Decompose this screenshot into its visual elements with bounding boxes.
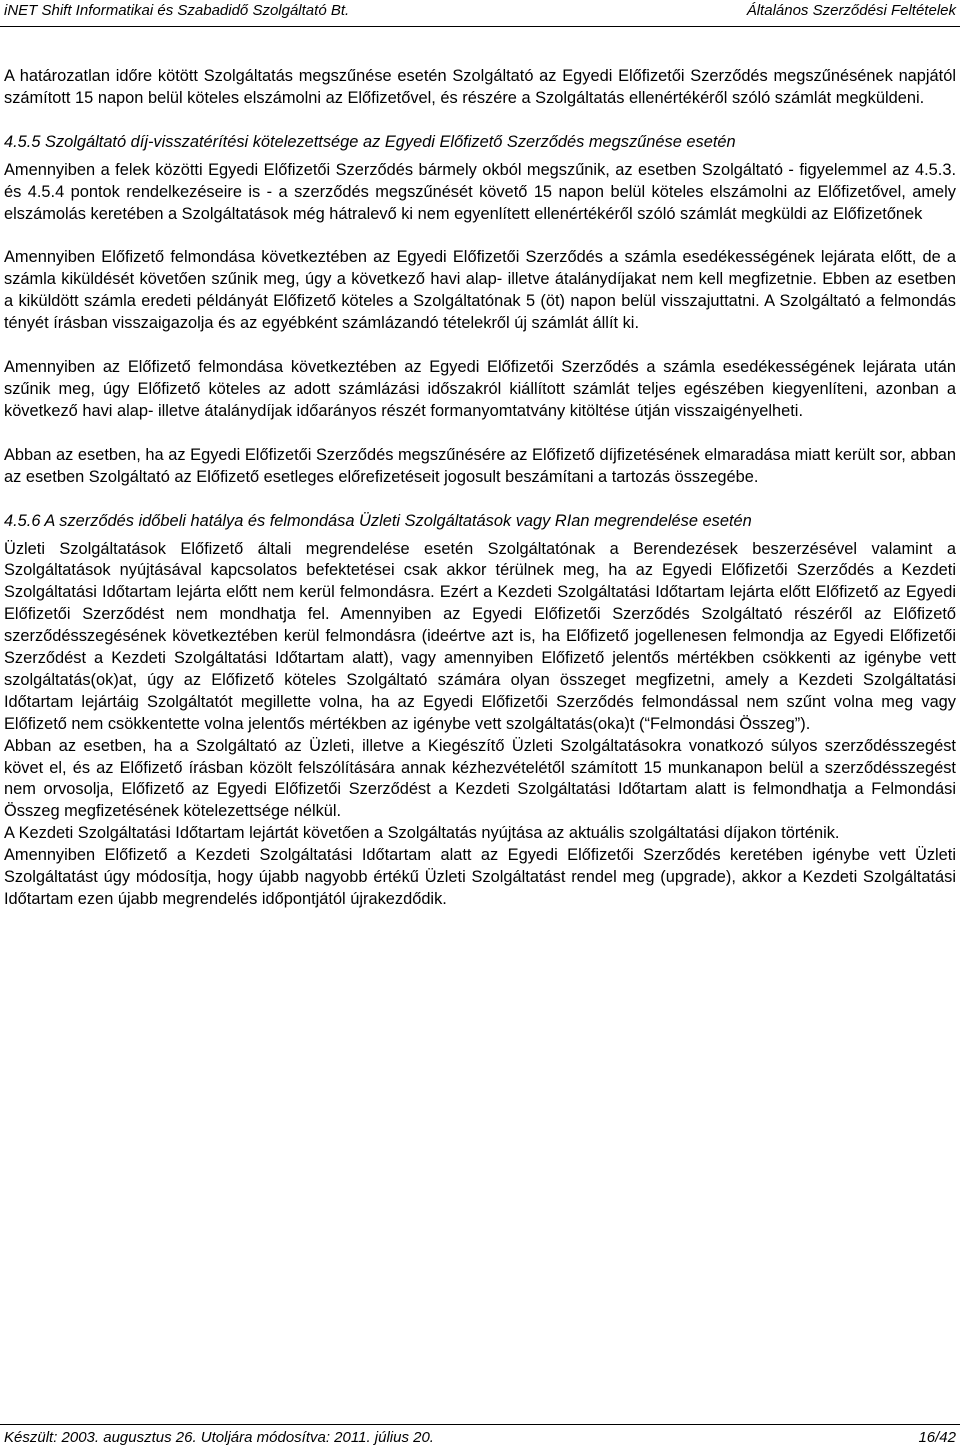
page-header — [0, 0, 960, 27]
page-number: 16/42 — [918, 1429, 956, 1446]
paragraph: Abban az esetben, ha a Szolgáltató az Üzleti, illetve a Kiegészítő Üzleti Szolgáltatásokra vonatkozó súlyos szerződésszegést követ el, és az Előfizető írásban közölt felszólítására annak kézhezvételétől számított 15 munkanapon belül a szerződésszegést nem orvosolja, Előfizető az Egyedi Előfizetői Szerződést a Kezdeti Szolgáltatási Időtartam alatt is felmondhatja a Felmondási Összeg megfizetésének kötelezettsége nélkül. — [4, 736, 956, 821]
paragraph: A Kezdeti Szolgáltatási Időtartam lejártát követően a Szolgáltatás nyújtása az aktuális szolgáltatási díjakon történik. — [4, 824, 840, 843]
section-heading-4-5-6: 4.5.6 A szerződés időbeli hatálya és felmondása Üzleti Szolgáltatások vagy RIan megrendelése esetén — [4, 511, 752, 530]
section-heading-4-5-5: 4.5.5 Szolgáltató díj-visszatérítési kötelezettsége az Egyedi Előfizető Szerződés megszűnése esetén — [4, 132, 736, 151]
paragraph: Amennyiben Előfizető a Kezdeti Szolgáltatási Időtartam alatt az Egyedi Előfizetői Szerződés keretében igénybe vett Üzleti Szolgáltatást úgy módosítja, hogy újabb nagyobb értékű Üzleti Szolgáltatást rendel meg (upgrade), akkor a Kezdeti Szolgáltatási Időtartam ezen újabb megrendelés időpontjától újrakezdődik. — [4, 846, 956, 908]
page-footer — [0, 1424, 960, 1449]
paragraph: A határozatlan időre kötött Szolgáltatás megszűnése esetén Szolgáltató az Egyedi Előfizetői Szerződés megszűnésének napjától számított 15 napon belül köteles elszámolni az Előfizetővel, és részére a Szolgáltatás ellenértékéről szóló számlát megküldeni. — [4, 67, 956, 107]
footer-dates: Készült: 2003. augusztus 26. Utoljára módosítva: 2011. július 20. — [4, 1429, 434, 1446]
paragraph: Amennyiben a felek közötti Egyedi Előfizetői Szerződés bármely okból megszűnik, az esetben Szolgáltató - figyelemmel az 4.5.3. és 4.5.4 pontok rendelkezéseire is - a szerződés megszűnését követő 15 napon belül köteles elszámolni az Előfizetővel, amely elszámolás keretében a Szolgáltatások még hátralevő ki nem egyenlített ellenértékéről szóló számlát megküldi az Előfizetőnek — [4, 160, 956, 223]
paragraph: Abban az esetben, ha az Egyedi Előfizetői Szerződés megszűnésére az Előfizető díjfizetésének elmaradása miatt került sor, abban az esetben Szolgáltató az Előfizető esetleges előrefizetéseit jogosult beszámítani a tartozás összegébe. — [4, 445, 956, 486]
paragraph: Üzleti Szolgáltatások Előfizető általi megrendelése esetén Szolgáltatónak a Berendezések beszerzésével valamint a Szolgáltatások nyújtásával kapcsolatos befektetései csak akkor térülnek meg, ha az Egyedi Előfizetői Szerződés a Kezdeti Szolgáltatási Időtartam lejárta előtt nem kerül felmondásra. Ezért a Kezdeti Szolgáltatási Időtartam lejárta előtt Előfizető az Egyedi Előfizetői Szerződést nem mondhatja fel. Amennyiben az Egyedi Előfizetői Szerződés Szolgáltató részéről az Előfizető szerződésszegésének következtében kerül felmondásra (ideértve azt is, ha Előfizető jogellenesen felmondja az Egyedi Előfizetői Szerződést a Kezdeti Szolgáltatási Időtartam alatt), vagy amennyiben Előfizető jelentős mértékben csökkenti az igénybe vett szolgáltatás(ok)at, úgy az Előfizető köteles Szolgáltató számára olyan összeget megfizetni, amely a Kezdeti Szolgáltatási Időtartam lejártáig Szolgáltatót megillette volna, ha az Egyedi Előfizetői Szerződés felmondással nem szűnt volna meg vagy Előfizető nem csökkentette volna jelentős mértékben az igénybe vett szolgáltatás(oka)t (“Felmondási Összeg”). — [4, 539, 956, 733]
paragraph: Amennyiben az Előfizető felmondása következtében az Egyedi Előfizetői Szerződés a számla esedékességének lejárata után szűnik meg, úgy Előfizető köteles az adott számlázási időszakról kiállított számlát teljes egészében kiegyenlíteni, azonban a következő havi alap- illetve átalánydíjak időarányos részét formanyomtatvány kitöltése útján visszaigényelheti. — [4, 358, 956, 420]
header-document-title: Általános Szerződési Feltételek — [746, 2, 956, 19]
document-body — [4, 66, 956, 911]
header-company: iNET Shift Informatikai és Szabadidő Szolgáltató Bt. — [4, 2, 350, 19]
paragraph: Amennyiben Előfizető felmondása következtében az Egyedi Előfizetői Szerződés a számla esedékességének lejárata előtt, de a számla kiküldését követően szűnik meg, úgy a következő havi alap- illetve átalánydíjakat nem kell megfizetnie. Ebben az esetben a kiküldött számla eredeti példányát Előfizető köteles a Szolgáltatónak 5 (öt) napon belül visszajuttatni. A Szolgáltató a felmondás tényét írásban visszaigazolja és az egyébként számlázandó tételekről új számlát állít ki. — [4, 248, 956, 333]
